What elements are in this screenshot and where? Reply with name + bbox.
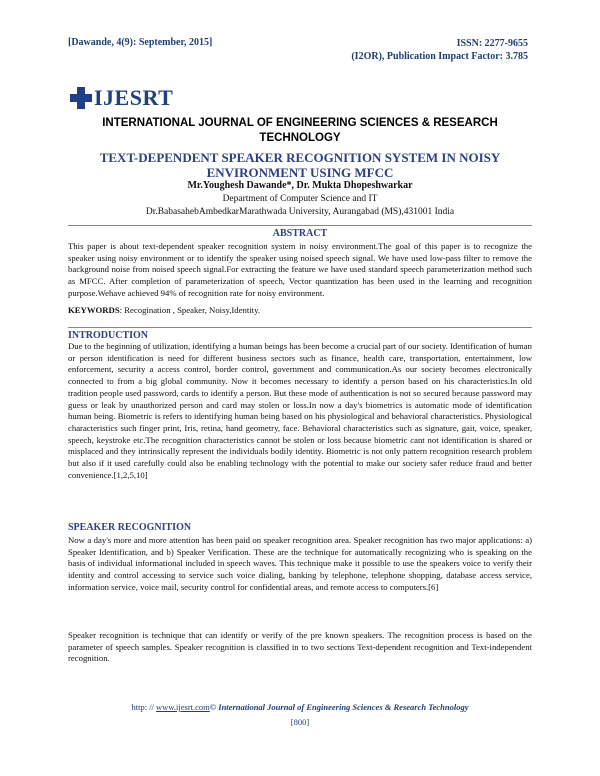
keywords-text: : Recogination , Speaker, Noisy,Identity. <box>119 305 261 315</box>
keywords-line <box>68 305 532 317</box>
abstract-heading: ABSTRACT <box>68 225 532 239</box>
author-affiliation <box>60 193 540 219</box>
affiliation-university: Dr.BabasahebAmbedkarMarathwada University, Aurangabad (MS),431001 India <box>145 207 455 217</box>
paper-authors: Mr.Youghesh Dawande*, Dr. Mukta Dhopeshwarkar <box>187 180 413 191</box>
footer-line <box>0 702 600 712</box>
header-issn-block <box>351 37 528 63</box>
speaker-recognition-heading: SPEAKER RECOGNITION <box>68 522 192 533</box>
footer-prefix: http: // <box>131 702 157 712</box>
journal-name: INTERNATIONAL JOURNAL OF ENGINEERING SCIENCES & RESEARCH TECHNOLOGY <box>102 117 498 144</box>
header-impact: (I2OR), Publication Impact Factor: 3.785 <box>351 51 528 62</box>
abstract-text: This paper is about text-dependent speaker recognition system in noisy environment.The goal of this paper is to recognize the speaker using noisy environment or to identify the speaker using noised speech signal. We have used low-pass filter to remove the background noise from noised speech signal.For extracting the feature we have used standard speech parameterization method such as MFCC. After completion of parameterization of speech, Vector quantization has been used in the learning and recognition purpose.Wehave achieved 94% of recognition rate for noisy environment. <box>68 241 532 298</box>
paper-title: TEXT-DEPENDENT SPEAKER RECOGNITION SYSTEM IN NOISY ENVIRONMENT USING MFCC <box>99 150 501 180</box>
speaker-recognition-para-2: Speaker recognition is technique that can identify or verify of the pre known speakers. The recognition process is based on the parameter of speech samples. Speaker recognition is classified in to two sections Text-dependent recognition and Text-independent recognition. <box>68 630 532 664</box>
speaker-recognition-para-1: Now a day's more and more attention has been paid on speaker recognition area. Speaker recognition has two major applications: a) Speaker Identification, and b) Speaker Verification. These are the technique for automatically recognizing who is speaking on the basis of individual informational included in speech waves. This technique make it possible to use the speakers voice to verify their identity and control accessing to service such voice dialing, banking by telephone, telephone shopping, database access service, information service, voice mail, security control for confidential areas, and remote access to computers.[6] <box>68 535 532 592</box>
footer-journal: © International Journal of Engineering Sciences & Research Technology <box>209 702 469 712</box>
journal-logo <box>70 85 173 111</box>
introduction-heading: INTRODUCTION <box>68 327 532 341</box>
logo-text: IJESRT <box>94 85 174 110</box>
footer-website-link[interactable]: www.ijesrt.com <box>156 702 210 712</box>
header-citation: [Dawande, 4(9): September, 2015] <box>68 37 213 48</box>
keywords-label: KEYWORDS <box>68 305 120 315</box>
introduction-text: Due to the beginning of utilization, identifying a human beings has been become a crucial part of our society. Identification of human or person identification is need for different business sectors such as finance, health care, transportation, entertainment, low enforcement, security a access control, border control, government and communication.As our society becomes electronically connected to from a big global community. Now it becomes necessary to identify a person based on his characteristics.In old tradition people used password, cards to identify a person. But these mode of authentication is not so secured because password may guess or leak by unauthorized person and card may stolen or loss.In now a day's biometrics is automatic mode of identification human being. Biometric is refers to identifying human being based on his physiological and behavioral characteristics. Physiological characteristics such finger print, Iris, retina, hand geometry, face. Behavioral characteristics such as signature, gait, voice, speaker, speech, keystroke etc.The recognition characteristics cannot be stolen or loss because biometric cant not identification is shared or misplaced and they intrinsically represent the individuals bodily identity. Biometric is not only pattern recognition research problem but also if it used carefully could also be enabling technology with the potential to make our society safer reduce fraud and better convenience.[1,2,5,10] <box>68 341 532 480</box>
affiliation-department: Department of Computer Science and IT <box>222 194 378 204</box>
page-number: [800] <box>290 717 310 727</box>
header-issn: ISSN: 2277-9655 <box>456 38 528 49</box>
plus-icon <box>70 87 92 109</box>
